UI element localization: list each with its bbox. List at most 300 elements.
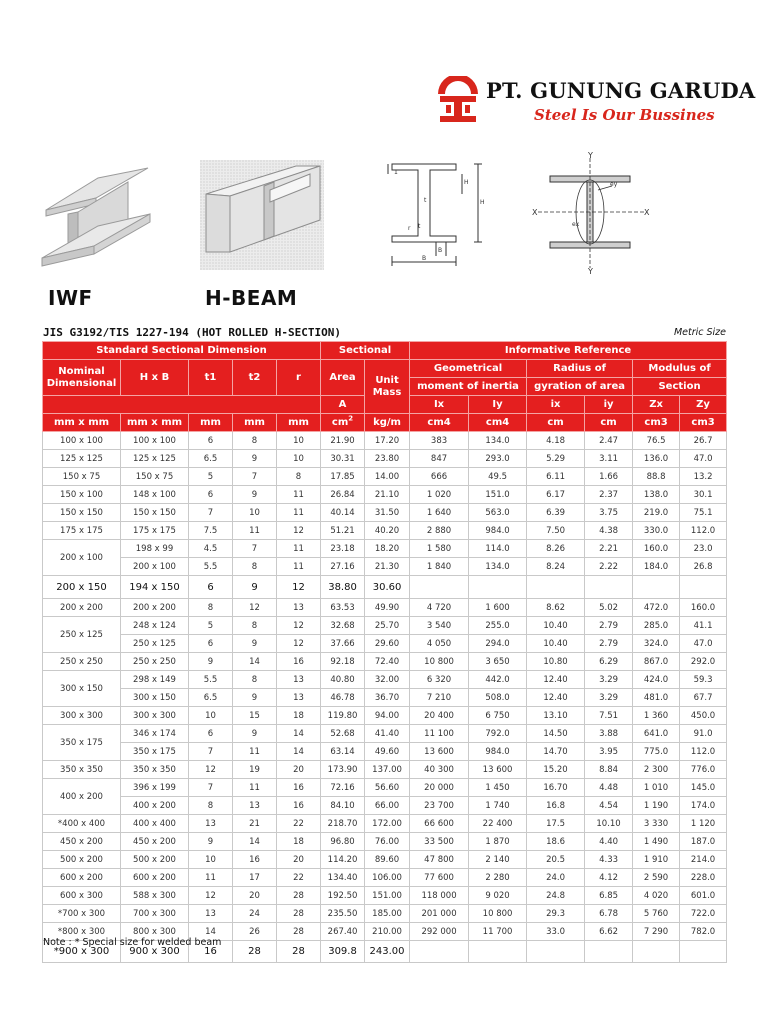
company-slogan: Steel Is Our Bussines: [534, 106, 715, 124]
table-cell: 481.0: [633, 689, 680, 707]
table-row: [43, 815, 727, 833]
table-cell: 3.75: [585, 504, 633, 522]
table-cell: 6.62: [585, 923, 633, 941]
table-cell: 588 x 300: [121, 887, 189, 905]
table-cell: 9: [233, 576, 277, 599]
table-cell: 151.00: [365, 887, 410, 905]
table-cell: 10: [189, 707, 233, 725]
table-cell: 75.1: [680, 504, 727, 522]
iwf-label: IWF: [48, 286, 93, 310]
table-cell: 4 720: [410, 599, 469, 617]
table-cell: 4.38: [585, 522, 633, 540]
table-cell: 11: [277, 540, 321, 558]
table-cell: 2.47: [585, 432, 633, 450]
table-cell: 1 640: [410, 504, 469, 522]
table-cell: 500 x 200: [121, 851, 189, 869]
spec-table-body: [43, 432, 727, 963]
table-row: [43, 450, 727, 468]
table-cell: 26: [233, 923, 277, 941]
t1-header: t1: [189, 360, 233, 396]
table-cell: 13 600: [410, 743, 469, 761]
table-cell: 228.0: [680, 869, 727, 887]
table-cell: 4.18: [527, 432, 585, 450]
table-cell: 125 x 125: [121, 450, 189, 468]
table-cell: 160.0: [633, 540, 680, 558]
table-cell: 2.22: [585, 558, 633, 576]
table-cell: 26.84: [321, 486, 365, 504]
table-cell: 293.0: [469, 450, 527, 468]
table-cell: 10.80: [527, 653, 585, 671]
table-cell: 6: [189, 635, 233, 653]
table-cell: 28: [277, 923, 321, 941]
table-cell: 14: [233, 833, 277, 851]
table-cell: [469, 941, 527, 963]
table-row: [43, 797, 727, 815]
nominal-header: Nominal Dimensional: [43, 360, 121, 396]
table-cell: 7.50: [527, 522, 585, 540]
table-cell: 18: [277, 833, 321, 851]
table-cell: 16: [189, 941, 233, 963]
table-cell: 11: [277, 558, 321, 576]
table-cell: 184.0: [633, 558, 680, 576]
table-cell: 442.0: [469, 671, 527, 689]
section-header: Section: [633, 378, 727, 396]
table-cell: 24: [233, 905, 277, 923]
table-cell: 40 300: [410, 761, 469, 779]
table-cell: 3.11: [585, 450, 633, 468]
table-cell: 66.00: [365, 797, 410, 815]
table-cell: 292.0: [680, 653, 727, 671]
svg-text:X: X: [644, 208, 650, 217]
unit-ix: cm: [527, 414, 585, 432]
welded-beam-note: Note : * Special size for welded beam: [43, 937, 222, 948]
table-cell: 9: [233, 486, 277, 504]
table-cell: 151.0: [469, 486, 527, 504]
unit-r: mm: [277, 414, 321, 432]
table-cell: 267.40: [321, 923, 365, 941]
table-cell: 6.5: [189, 689, 233, 707]
h-beam-label: H-BEAM: [205, 286, 298, 310]
table-cell: 1 020: [410, 486, 469, 504]
table-cell: 77 600: [410, 869, 469, 887]
table-cell: 5 760: [633, 905, 680, 923]
table-cell: 666: [410, 468, 469, 486]
nominal-cell: 600 x 200: [43, 869, 121, 887]
table-cell: 28: [277, 941, 321, 963]
table-cell: [527, 576, 585, 599]
table-cell: 722.0: [680, 905, 727, 923]
table-cell: 8: [189, 599, 233, 617]
table-cell: 250 x 250: [121, 653, 189, 671]
table-cell: 1 190: [633, 797, 680, 815]
table-cell: 792.0: [469, 725, 527, 743]
table-cell: [410, 941, 469, 963]
sectional-header: Sectional: [321, 342, 410, 360]
table-cell: 91.0: [680, 725, 727, 743]
moment-of-inertia-header: moment of inertia: [410, 378, 527, 396]
table-cell: 89.60: [365, 851, 410, 869]
table-cell: 7 210: [410, 689, 469, 707]
table-cell: 16: [277, 797, 321, 815]
table-cell: 4.40: [585, 833, 633, 851]
table-cell: 6.78: [585, 905, 633, 923]
table-cell: 2.79: [585, 635, 633, 653]
unit-hxb: mm x mm: [121, 414, 189, 432]
table-cell: 8: [233, 671, 277, 689]
table-cell: 4.54: [585, 797, 633, 815]
table-cell: 13: [189, 905, 233, 923]
table-cell: 26.7: [680, 432, 727, 450]
table-cell: 350 x 350: [121, 761, 189, 779]
table-row: [43, 707, 727, 725]
symbol-Iy: Iy: [469, 396, 527, 414]
table-cell: 22: [277, 869, 321, 887]
table-cell: 20: [277, 851, 321, 869]
table-cell: 47.0: [680, 635, 727, 653]
table-cell: 8: [233, 432, 277, 450]
table-cell: 200 x 200: [121, 599, 189, 617]
table-cell: 31.50: [365, 504, 410, 522]
table-cell: 8: [233, 617, 277, 635]
table-cell: 25.70: [365, 617, 410, 635]
table-cell: 21.90: [321, 432, 365, 450]
nominal-cell: 200 x 100: [43, 540, 121, 576]
table-cell: 41.1: [680, 617, 727, 635]
table-row: [43, 504, 727, 522]
table-cell: 49.60: [365, 743, 410, 761]
table-cell: 309.8: [321, 941, 365, 963]
unit-t2: mm: [233, 414, 277, 432]
table-cell: 198 x 99: [121, 540, 189, 558]
table-cell: 16: [277, 653, 321, 671]
table-cell: 10.40: [527, 617, 585, 635]
table-cell: 7 290: [633, 923, 680, 941]
symbol-Zy: Zy: [680, 396, 727, 414]
table-cell: 9: [189, 833, 233, 851]
table-cell: 8: [189, 797, 233, 815]
table-cell: 56.60: [365, 779, 410, 797]
table-cell: 1 740: [469, 797, 527, 815]
table-cell: 13.10: [527, 707, 585, 725]
table-row: [43, 576, 727, 599]
table-cell: 16.8: [527, 797, 585, 815]
table-cell: 13 600: [469, 761, 527, 779]
table-cell: 23.18: [321, 540, 365, 558]
table-cell: 3.95: [585, 743, 633, 761]
table-cell: 16.70: [527, 779, 585, 797]
table-cell: 12.40: [527, 671, 585, 689]
table-cell: 200 x 100: [121, 558, 189, 576]
table-cell: [469, 576, 527, 599]
table-cell: 52.68: [321, 725, 365, 743]
table-cell: 51.21: [321, 522, 365, 540]
table-row: [43, 779, 727, 797]
table-cell: 13.2: [680, 468, 727, 486]
modulus-header: Modulus of: [633, 360, 727, 378]
table-cell: 1 910: [633, 851, 680, 869]
table-cell: 5.5: [189, 558, 233, 576]
table-cell: 1 120: [680, 815, 727, 833]
table-cell: 10 800: [410, 653, 469, 671]
table-cell: 294.0: [469, 635, 527, 653]
table-cell: 19: [233, 761, 277, 779]
table-row: [43, 833, 727, 851]
table-cell: 1.66: [585, 468, 633, 486]
table-cell: 3.29: [585, 671, 633, 689]
table-cell: 6.5: [189, 450, 233, 468]
table-cell: 800 x 300: [121, 923, 189, 941]
unit-nominal: mm x mm: [43, 414, 121, 432]
table-cell: 6.11: [527, 468, 585, 486]
table-cell: 17: [233, 869, 277, 887]
table-cell: 13: [277, 599, 321, 617]
table-row: [43, 468, 727, 486]
table-cell: 67.7: [680, 689, 727, 707]
section-axes-diagram: [532, 152, 656, 274]
table-cell: 28: [233, 941, 277, 963]
table-cell: 6: [189, 432, 233, 450]
symbol-Ix: Ix: [410, 396, 469, 414]
table-cell: 383: [410, 432, 469, 450]
table-cell: 96.80: [321, 833, 365, 851]
table-cell: 6: [189, 725, 233, 743]
table-cell: 9: [233, 450, 277, 468]
table-cell: 22: [277, 815, 321, 833]
table-row: [43, 689, 727, 707]
nominal-cell: 125 x 125: [43, 450, 121, 468]
table-cell: 46.78: [321, 689, 365, 707]
table-cell: 11: [277, 504, 321, 522]
nominal-cell: 600 x 300: [43, 887, 121, 905]
table-cell: 250 x 125: [121, 635, 189, 653]
table-cell: 346 x 174: [121, 725, 189, 743]
table-row: [43, 671, 727, 689]
table-cell: 563.0: [469, 504, 527, 522]
table-cell: 23.0: [680, 540, 727, 558]
h-beam-illustration: [200, 160, 324, 270]
table-cell: 20 400: [410, 707, 469, 725]
table-cell: 5.02: [585, 599, 633, 617]
table-cell: 6 320: [410, 671, 469, 689]
table-cell: 17.85: [321, 468, 365, 486]
table-cell: 29.60: [365, 635, 410, 653]
table-cell: [680, 941, 727, 963]
table-cell: 243.00: [365, 941, 410, 963]
table-cell: 14: [277, 743, 321, 761]
table-cell: 49.90: [365, 599, 410, 617]
svg-text:X: X: [532, 208, 538, 217]
table-cell: 6: [189, 576, 233, 599]
table-cell: 14.70: [527, 743, 585, 761]
table-cell: 192.50: [321, 887, 365, 905]
unit-iy: cm: [585, 414, 633, 432]
nominal-cell: 150 x 150: [43, 504, 121, 522]
table-cell: 255.0: [469, 617, 527, 635]
table-cell: 29.3: [527, 905, 585, 923]
area-header: Area: [321, 360, 365, 396]
table-cell: 847: [410, 450, 469, 468]
table-cell: 6.39: [527, 504, 585, 522]
metric-size-label: Metric Size: [673, 327, 726, 338]
geometrical-header: Geometrical: [410, 360, 527, 378]
table-cell: 32.68: [321, 617, 365, 635]
table-cell: 66 600: [410, 815, 469, 833]
table-cell: 10: [233, 504, 277, 522]
table-row: [43, 653, 727, 671]
table-cell: 145.0: [680, 779, 727, 797]
table-row: [43, 540, 727, 558]
table-cell: 9 020: [469, 887, 527, 905]
table-row: [43, 432, 727, 450]
table-cell: 72.16: [321, 779, 365, 797]
nominal-cell: 350 x 350: [43, 761, 121, 779]
nominal-cell: 450 x 200: [43, 833, 121, 851]
table-cell: 1 840: [410, 558, 469, 576]
table-cell: [633, 576, 680, 599]
nominal-cell: 250 x 250: [43, 653, 121, 671]
table-cell: 4.48: [585, 779, 633, 797]
table-cell: 14.50: [527, 725, 585, 743]
table-cell: 641.0: [633, 725, 680, 743]
table-cell: 118 000: [410, 887, 469, 905]
table-cell: 2.37: [585, 486, 633, 504]
table-cell: 114.0: [469, 540, 527, 558]
table-cell: 8.26: [527, 540, 585, 558]
nominal-cell: *900 x 300: [43, 941, 121, 963]
table-cell: 12.40: [527, 689, 585, 707]
svg-text:Y: Y: [588, 267, 593, 274]
table-cell: 298 x 149: [121, 671, 189, 689]
table-cell: 984.0: [469, 522, 527, 540]
table-cell: 300 x 300: [121, 707, 189, 725]
table-cell: 88.8: [633, 468, 680, 486]
table-row: [43, 486, 727, 504]
table-cell: 9: [233, 725, 277, 743]
table-cell: 32.00: [365, 671, 410, 689]
nominal-cell: *700 x 300: [43, 905, 121, 923]
table-cell: 10.40: [527, 635, 585, 653]
table-cell: 7: [233, 540, 277, 558]
table-cell: 2 880: [410, 522, 469, 540]
table-cell: 6.17: [527, 486, 585, 504]
table-cell: 867.0: [633, 653, 680, 671]
table-cell: 63.53: [321, 599, 365, 617]
svg-text:ex: ex: [572, 221, 580, 228]
table-cell: 10: [277, 450, 321, 468]
document-title: JIS G3192/TIS 1227-194 (HOT ROLLED H-SECTION): [43, 326, 342, 339]
table-cell: 150 x 150: [121, 504, 189, 522]
table-cell: [527, 941, 585, 963]
table-row: [43, 743, 727, 761]
unit-area: $cm^2$: [321, 414, 365, 432]
table-cell: 15: [233, 707, 277, 725]
table-cell: 138.0: [633, 486, 680, 504]
nominal-cell: 300 x 150: [43, 671, 121, 707]
table-row: [43, 725, 727, 743]
table-row: [43, 558, 727, 576]
table-cell: 112.0: [680, 522, 727, 540]
r-header: r: [277, 360, 321, 396]
symbol-A: A: [321, 396, 365, 414]
table-cell: 6: [189, 486, 233, 504]
table-cell: 10 800: [469, 905, 527, 923]
unit-Iy: cm4: [469, 414, 527, 432]
table-cell: 4 050: [410, 635, 469, 653]
table-cell: 9: [233, 689, 277, 707]
company-logo: [436, 76, 756, 132]
table-cell: 136.0: [633, 450, 680, 468]
table-cell: 20 000: [410, 779, 469, 797]
table-cell: 94.00: [365, 707, 410, 725]
table-cell: 2.21: [585, 540, 633, 558]
table-cell: 2.79: [585, 617, 633, 635]
table-cell: 12: [277, 576, 321, 599]
table-cell: 47.0: [680, 450, 727, 468]
table-cell: 210.00: [365, 923, 410, 941]
table-cell: 4.33: [585, 851, 633, 869]
table-cell: 600 x 200: [121, 869, 189, 887]
table-cell: 12: [189, 887, 233, 905]
table-cell: 3.29: [585, 689, 633, 707]
table-cell: 194 x 150: [121, 576, 189, 599]
table-cell: 175 x 175: [121, 522, 189, 540]
table-cell: 11: [277, 486, 321, 504]
table-row: [43, 761, 727, 779]
table-cell: 21.10: [365, 486, 410, 504]
svg-text:1: 1: [394, 169, 398, 176]
svg-text:B: B: [438, 247, 443, 254]
table-row: [43, 635, 727, 653]
table-cell: 18.20: [365, 540, 410, 558]
table-cell: 235.50: [321, 905, 365, 923]
nominal-cell: 500 x 200: [43, 851, 121, 869]
table-cell: 100 x 100: [121, 432, 189, 450]
table-cell: 4.5: [189, 540, 233, 558]
table-cell: 292 000: [410, 923, 469, 941]
table-cell: 20: [277, 761, 321, 779]
table-cell: 23 700: [410, 797, 469, 815]
table-cell: 8: [233, 558, 277, 576]
table-cell: 76.5: [633, 432, 680, 450]
table-cell: 450 x 200: [121, 833, 189, 851]
table-cell: 30.1: [680, 486, 727, 504]
table-cell: 18: [277, 707, 321, 725]
symbol-iy: iy: [585, 396, 633, 414]
table-cell: 1 360: [633, 707, 680, 725]
svg-text:H: H: [464, 179, 469, 186]
table-cell: 400 x 400: [121, 815, 189, 833]
unit-Zy: cm3: [680, 414, 727, 432]
table-cell: [633, 941, 680, 963]
table-cell: 3 330: [633, 815, 680, 833]
table-cell: 12: [277, 617, 321, 635]
table-cell: 11: [233, 779, 277, 797]
nominal-cell: 200 x 150: [43, 576, 121, 599]
table-cell: 776.0: [680, 761, 727, 779]
table-cell: 12: [233, 599, 277, 617]
table-cell: 173.90: [321, 761, 365, 779]
garuda-logo-icon: [436, 76, 480, 128]
table-cell: [585, 941, 633, 963]
table-cell: 33.0: [527, 923, 585, 941]
table-cell: 8: [277, 468, 321, 486]
table-cell: 63.14: [321, 743, 365, 761]
table-cell: 400 x 200: [121, 797, 189, 815]
table-cell: 424.0: [633, 671, 680, 689]
table-row: [43, 851, 727, 869]
table-cell: 4 020: [633, 887, 680, 905]
section-dimension-diagram: [384, 152, 488, 272]
